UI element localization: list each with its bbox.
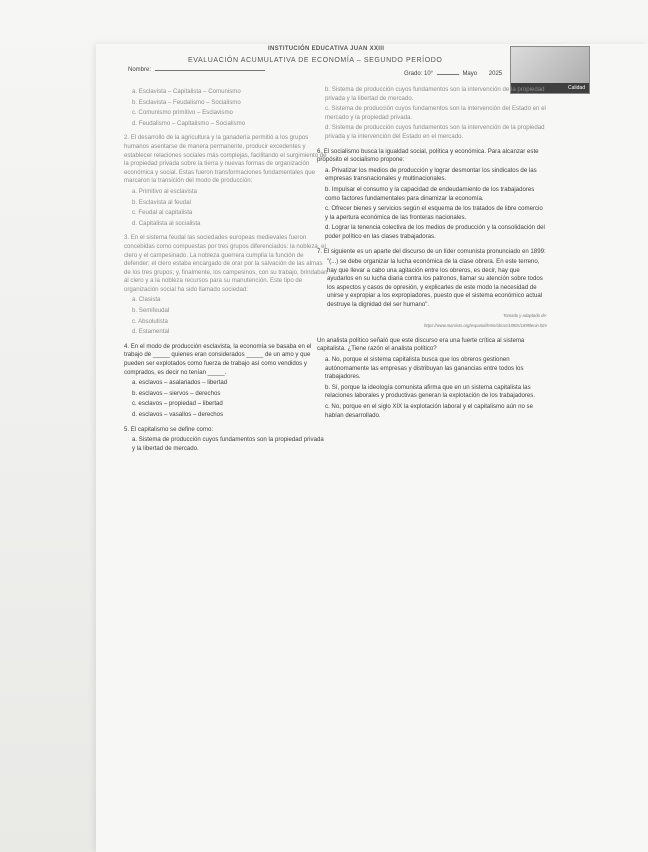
q4-option-c: c. esclavos – propiedad – libertad <box>132 400 223 408</box>
q2-option-c: c. Feudal al capitalista <box>132 209 193 217</box>
q3-option-d: d. Estamental <box>132 328 170 336</box>
q1-option: b. Esclavista – Feudalismo – Socialismo <box>132 98 241 106</box>
question-2: 2. El desarrollo de la agricultura y la ganadería permitió a los grupos humanos asentarse de manera permanente, producir excedentes y establecer relaciones sociales más complejas, facilitando el surgimiento de la propiedad privada sobre la tierra y nuevas formas de organización económica y social. Estas fueron transformaciones fundamentales que marcaron la transición del modo de producción: <box>124 134 327 185</box>
q2-option-d: d. Capitalista al socialista <box>132 219 201 227</box>
q6-option-b: b. Impulsar el consumo y la capacidad de endeudamiento de los trabajadores como factores fundamentales para dinamizar la economía. <box>325 185 535 202</box>
q1-options <box>124 88 328 128</box>
q5-option-a: a. Sistema de producción cuyos fundamentos son la propiedad privada y la libertad de mercado. <box>132 436 324 452</box>
question-5: 5. El capitalismo se define como: <box>124 425 214 433</box>
question-3: 3. En el sistema feudal las sociedades europeas medievales fueron concebidas como compuestas por tres grupos diferenciados: la nobleza, el clero y el campesinado. La nobleza guerrera cumplía la función de defender; el clero estaba encargado de orar por la salvación de las almas de los tres grupos; y, finalmente, los campesinos, con su trabajo, brindaban al clero y a la nobleza recursos para su manutención. Este tipo de organización social ha sido llamado sociedad: <box>124 234 328 293</box>
grade-row <box>404 71 502 77</box>
name-row <box>128 67 267 73</box>
q3-option-a: a. Clasista <box>132 296 161 304</box>
right-column <box>317 86 547 422</box>
date-field[interactable] <box>437 74 459 75</box>
q4-option-d: d. esclavos – vasallos – derechos <box>132 411 224 418</box>
q7-option-c: c. No, porque en el siglo XIX la explotación laboral y el capitalismo aún no se habían desarrollado. <box>325 403 533 419</box>
q4-option-a: a. esclavos – asalariados – libertad <box>132 379 228 387</box>
q1-option: c. Comunismo primitivo – Esclavismo <box>132 109 233 117</box>
month-label: Mayo <box>462 71 478 77</box>
q6-option-a: a. Privatizar los medios de producción y lograr desmontar los sindicatos de las empresas transnacionales y multinacionales. <box>325 166 537 183</box>
q6-option-c: c. Ofrecer bienes y servicios según el esquema de los tratados de libre comercio y la apertura económica de las fronteras nacionales. <box>325 205 543 221</box>
evaluation-title: EVALUACIÓN ACUMULATIVA DE ECONOMÍA – SEGUNDO PERÍODO <box>188 57 443 64</box>
logo-band: Calidad <box>511 83 589 93</box>
source-note: Tomado y adaptado de: <box>503 312 547 318</box>
q5-continued <box>317 86 547 142</box>
name-label: Nombre: <box>128 67 152 73</box>
q6-option-d: d. Lograr la tenencia colectiva de los medios de producción y la consolidación del poder político en las clases trabajadoras. <box>325 224 545 240</box>
q7-option-b: b. Sí, porque la ideología comunista afirma que en un sistema capitalista las relaciones laborales y productivas generan la explotación de los trabajadores. <box>325 383 536 400</box>
q1-option: d. Feudalismo – Capitalismo – Socialismo <box>132 119 246 127</box>
q4-option-b: b. esclavos – siervos – derechos <box>132 389 221 397</box>
question-7-intro: 7. El siguiente es un aparte del discurso de un líder comunista pronunciado en 1899: <box>317 247 546 255</box>
q5-option-b: b. Sistema de producción cuyos fundamentos son la intervención de la propiedad privada y la libertad de mercado. <box>325 86 545 102</box>
year-label: 2025 <box>488 71 503 77</box>
q5-option-c: c. Sistema de producción cuyos fundamentos son la intervención del Estado en el mercado y la propiedad privada. <box>325 105 546 121</box>
q3-option-b: b. Semifeudal <box>132 307 170 315</box>
q2-option-a: a. Primitivo al esclavista <box>132 187 198 195</box>
name-field[interactable] <box>155 70 265 71</box>
q7-option-a: a. No, porque el sistema capitalista busca que los obreros gestionen autónomamente las empresas y distribuyan las ganancias entre todos los trabajadores. <box>325 356 524 381</box>
left-column <box>124 88 328 455</box>
question-4: 4. En el modo de producción esclavista, la economía se basaba en el trabajo de _____ quienes eran considerados _____ de un amo y que pueden ser explotados como fuerza de trabajo así como vendidos y comprados, es decir no tenían _____. <box>124 342 312 376</box>
q1-option: a. Esclavista – Capitalista – Comunismo <box>132 88 241 95</box>
q5-option-d: d. Sistema de producción cuyos fundamentos son la intervención de la propiedad privada y la intervención del Estado en el mercado. <box>325 124 545 140</box>
speech-quote: "(...) se debe organizar la lucha económica de la clase obrera. En este terreno, hay que llevar a cabo una agitación entre los obreros, es decir, hay que ayudarlos en su lucha diaria contra los patronos, llamar su atención sobre todos los aspectos y casos de opresión, y explicarles de este modo la necesidad de unirse y expropiar a los expropiadores, puesto que el sistema económico actual destruye la dignidad del ser humano". <box>327 258 543 309</box>
q2-option-b: b. Esclavista al feudal <box>132 198 191 206</box>
institution-name: INSTITUCIÓN EDUCATIVA JUAN XXIII <box>268 46 385 52</box>
question-7: Un analista político señaló que este discurso era una fuerte crítica al sistema capitalista. ¿Tiene razón el analista político? <box>317 336 525 353</box>
q3-option-c: c. Absolutista <box>132 317 168 325</box>
grade-label: Grado: 10° <box>404 71 434 77</box>
question-6: 6. El socialismo busca la igualdad social, política y económica. Para alcanzar este propósito el socialismo propone: <box>317 147 539 164</box>
source-url: https://www.marxists.org/espanol/lenin/obras/1890s/1899lenin.htm <box>424 323 547 329</box>
